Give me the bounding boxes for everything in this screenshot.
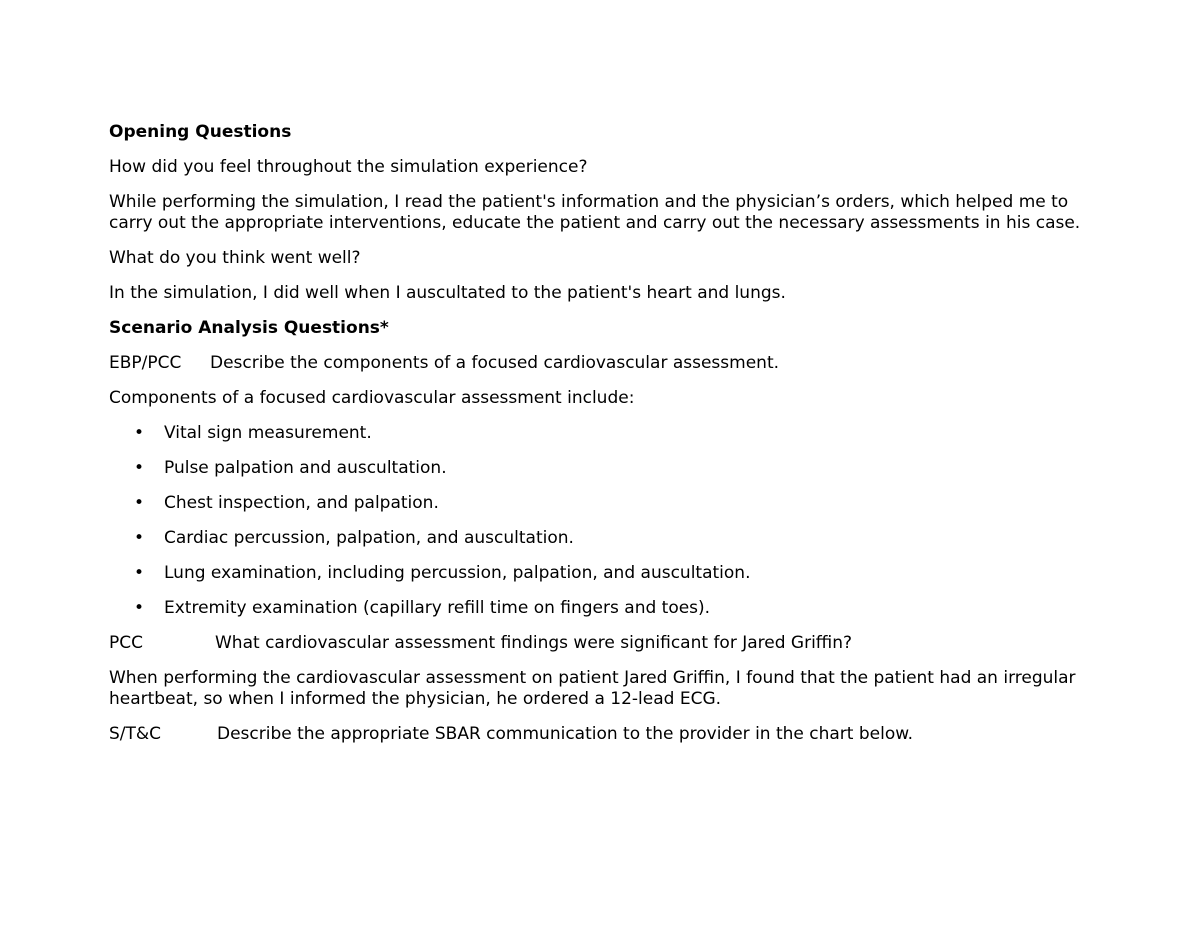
list-item [109, 423, 1089, 444]
pcc-question-row [109, 633, 1089, 654]
list-item [109, 458, 1089, 479]
bullet-icon: • [134, 563, 145, 583]
stc-tag: S/T&C [109, 724, 162, 744]
stc-question-text: Describe the appropriate SBAR communication to the provider in the chart below. [217, 724, 913, 744]
stc-question-row [109, 724, 1089, 745]
opening-questions-heading: Opening Questions [109, 122, 292, 142]
bullet-icon: • [134, 598, 145, 618]
scenario-analysis-heading: Scenario Analysis Questions* [109, 318, 389, 338]
list-item-text: Cardiac percussion, palpation, and auscultation. [164, 528, 574, 548]
list-item-text: Pulse palpation and auscultation. [164, 458, 447, 478]
list-item-text: Extremity examination (capillary refill time on fingers and toes). [164, 598, 711, 618]
document-page [109, 122, 1089, 759]
list-item [109, 598, 1089, 619]
question-feelings: How did you feel throughout the simulation experience? [109, 157, 588, 177]
list-item [109, 493, 1089, 514]
bullet-icon: • [134, 458, 145, 478]
answer-went-well: In the simulation, I did well when I auscultated to the patient's heart and lungs. [109, 283, 786, 303]
list-item-text: Vital sign measurement. [164, 423, 372, 443]
pcc-answer: When performing the cardiovascular assessment on patient Jared Griffin, I found that the patient had an irregular heartbeat, so when I informed the physician, he ordered a 12-lead ECG. [109, 668, 1076, 709]
list-item-text: Lung examination, including percussion, palpation, and auscultation. [164, 563, 751, 583]
components-list [109, 423, 1089, 619]
pcc-tag: PCC [109, 633, 143, 653]
bullet-icon: • [134, 493, 145, 513]
bullet-icon: • [134, 423, 145, 443]
list-item [109, 563, 1089, 584]
answer-feelings: While performing the simulation, I read the patient's information and the physician’s orders, which helped me to carry out the appropriate interventions, educate the patient and carry out the necessary assessments in his case. [109, 192, 1081, 233]
ebp-question-row [109, 353, 1089, 374]
components-intro: Components of a focused cardiovascular assessment include: [109, 388, 635, 408]
bullet-icon: • [134, 528, 145, 548]
question-went-well: What do you think went well? [109, 248, 361, 268]
pcc-question-text: What cardiovascular assessment findings were significant for Jared Griffin? [215, 633, 853, 653]
ebp-question-text: Describe the components of a focused cardiovascular assessment. [210, 353, 780, 373]
list-item-text: Chest inspection, and palpation. [164, 493, 439, 513]
list-item [109, 528, 1089, 549]
ebp-pcc-tag: EBP/PCC [109, 353, 182, 373]
